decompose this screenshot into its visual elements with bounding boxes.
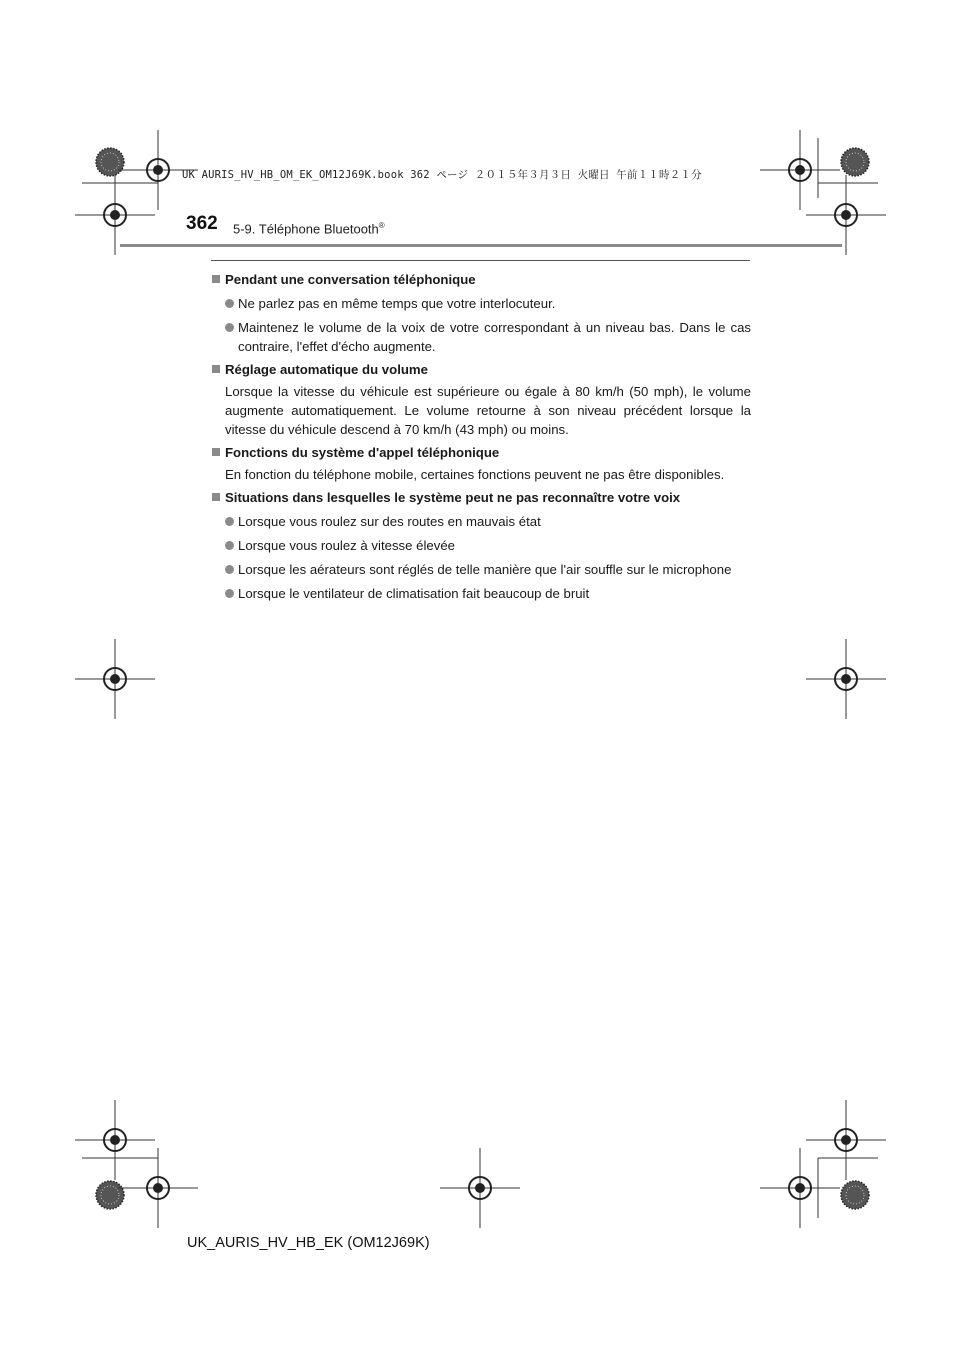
registration-mark: [75, 175, 155, 255]
list-item: [211, 512, 751, 531]
section-heading-text: Réglage automatique du volume: [225, 362, 428, 377]
round-bullet-icon: [225, 565, 234, 574]
round-bullet-icon: [225, 517, 234, 526]
section-heading: [211, 360, 751, 379]
registration-mark: [440, 1148, 520, 1228]
list-item: [211, 318, 751, 356]
registration-mark: [75, 1100, 155, 1180]
square-bullet-icon: [212, 493, 220, 501]
square-bullet-icon: [212, 448, 220, 456]
section-call-functions: [211, 443, 751, 484]
square-bullet-icon: [212, 275, 220, 283]
registered-mark: ®: [378, 221, 385, 230]
square-bullet-icon: [212, 365, 220, 373]
registration-mark: [118, 1148, 198, 1228]
section-title: [233, 221, 385, 236]
list-item-text: Ne parlez pas en même temps que votre interlocuteur.: [238, 296, 556, 311]
section-heading: [211, 488, 751, 507]
section-heading: [211, 270, 751, 289]
round-bullet-icon: [225, 299, 234, 308]
rosette-mark-top-right: [841, 148, 869, 176]
registration-mark: [806, 639, 886, 719]
registration-mark: [75, 639, 155, 719]
section-auto-volume: [211, 360, 751, 439]
list-item-text: Lorsque les aérateurs sont réglés de telle manière que l'air souffle sur le microphone: [238, 562, 732, 577]
section-heading: [211, 443, 751, 462]
header-rule: [120, 244, 842, 247]
section-heading-text: Situations dans lesquelles le système peut ne pas reconnaître votre voix: [225, 490, 681, 505]
rosette-mark-top-left: [96, 148, 124, 176]
section-paragraph: En fonction du téléphone mobile, certaines fonctions peuvent ne pas être disponibles.: [225, 467, 725, 482]
registration-mark: [760, 130, 840, 210]
section-voice-recognition: [211, 488, 751, 603]
print-slug-text: UK AURIS_HV_HB_OM_EK_OM12J69K.book 362 ページ ２０１５年３月３日 火曜日 午前１１時２１分: [182, 169, 702, 181]
section-paragraph: Lorsque la vitesse du véhicule est supérieure ou égale à 80 km/h (50 mph), le volume augmente automatiquement. Le volume retourne à son niveau précédent lorsque la vitesse du véhicule descend à 70 km/h (43 mph) ou moins.: [225, 384, 751, 437]
section-conversation: [211, 270, 751, 356]
section-heading-text: Fonctions du système d'appel téléphonique: [225, 445, 500, 460]
manual-code: UK_AURIS_HV_HB_EK (OM12J69K): [187, 1235, 430, 1251]
list-item-text: Lorsque vous roulez à vitesse élevée: [238, 538, 455, 553]
rosette-mark-bottom-right: [841, 1181, 869, 1209]
list-item: [211, 584, 751, 603]
content-body: [211, 266, 751, 606]
list-item: [211, 294, 751, 313]
list-item-text: Maintenez le volume de la voix de votre correspondant à un niveau bas. Dans le cas contraire, l'effet d'écho augmente.: [238, 320, 751, 354]
page-number: 362: [186, 213, 218, 234]
list-item-text: Lorsque vous roulez sur des routes en mauvais état: [238, 514, 541, 529]
registration-mark: [760, 1148, 840, 1228]
section-heading-text: Pendant une conversation téléphonique: [225, 272, 476, 287]
rosette-mark-bottom-left: [96, 1181, 124, 1209]
round-bullet-icon: [225, 541, 234, 550]
list-item-text: Lorsque le ventilateur de climatisation fait beaucoup de bruit: [238, 586, 590, 601]
section-title-text: 5-9. Téléphone Bluetooth: [233, 221, 379, 237]
round-bullet-icon: [225, 323, 234, 332]
content-rule: [211, 260, 750, 261]
round-bullet-icon: [225, 589, 234, 598]
list-item: [211, 536, 751, 555]
list-item: [211, 560, 751, 579]
